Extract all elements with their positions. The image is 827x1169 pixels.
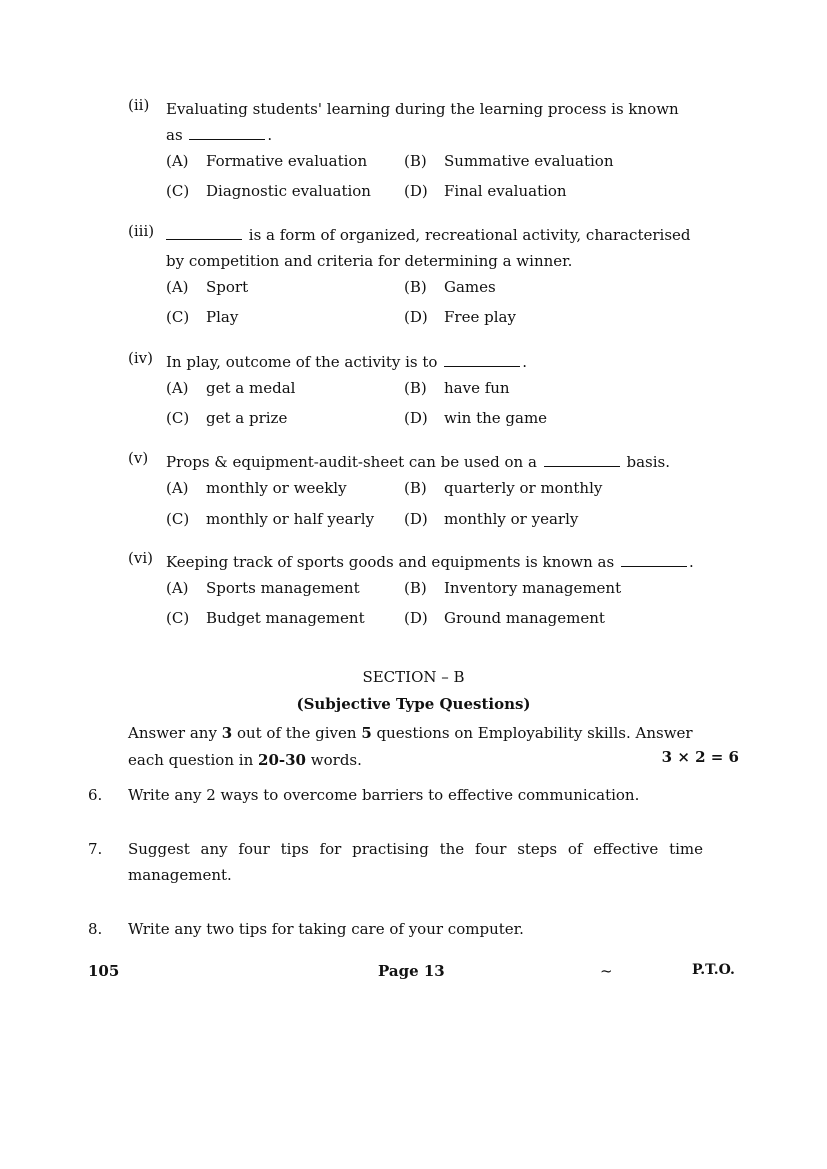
question-text: Write any two tips for taking care of your computer. — [128, 920, 524, 938]
instruction-count: 3 — [221, 724, 233, 742]
options — [166, 278, 708, 338]
option-text: Ground management — [444, 609, 605, 627]
instruction-word-limit: 20-30 — [258, 751, 306, 769]
option-c — [166, 609, 365, 627]
marks-allocation: 3 × 2 = 6 — [661, 748, 739, 766]
section-instructions — [128, 720, 740, 774]
instruction-text: Answer any — [128, 724, 217, 742]
option-b — [404, 579, 621, 597]
stem-line — [166, 549, 708, 575]
option-label: (C) — [166, 409, 190, 427]
instruction-text: out of the given — [236, 724, 357, 742]
option-text: Games — [444, 278, 496, 296]
question-6 — [88, 782, 703, 808]
option-text: have fun — [444, 379, 510, 397]
option-label: (A) — [166, 379, 189, 397]
option-text: win the game — [444, 409, 548, 427]
option-c — [166, 182, 371, 200]
instruction-line — [128, 720, 740, 747]
option-label: (C) — [166, 308, 190, 326]
instruction-line — [128, 747, 740, 774]
options — [166, 152, 708, 212]
stem-line — [166, 349, 708, 375]
question-stem — [166, 222, 708, 274]
question-ii — [128, 96, 708, 212]
question-8 — [88, 916, 703, 942]
question-number: 7. — [88, 840, 103, 858]
option-label: (C) — [166, 510, 190, 528]
options — [166, 579, 708, 639]
answer-blank — [444, 352, 520, 367]
option-text: Final evaluation — [444, 182, 567, 200]
option-c — [166, 510, 374, 528]
answer-blank — [544, 452, 620, 467]
pto-mark: P.T.O. — [692, 962, 735, 978]
question-number: (ii) — [128, 96, 150, 114]
options — [166, 379, 708, 439]
option-label: (D) — [404, 409, 428, 427]
option-text: Formative evaluation — [206, 152, 368, 170]
instruction-text: questions on Employability skills. Answer — [376, 724, 693, 742]
question-stem — [166, 549, 708, 575]
option-text: get a prize — [206, 409, 288, 427]
question-iii — [128, 222, 708, 338]
option-label: (D) — [404, 308, 428, 326]
option-text: monthly or half yearly — [206, 510, 375, 528]
stem-line — [166, 122, 708, 148]
instruction-text: words. — [310, 751, 362, 769]
option-text: quarterly or monthly — [444, 479, 603, 497]
question-iv — [128, 349, 708, 439]
instruction-total: 5 — [361, 724, 372, 742]
question-number: (iv) — [128, 349, 153, 367]
question-v — [128, 449, 708, 539]
stem-text: . — [267, 126, 273, 144]
stem-text: . — [688, 553, 694, 571]
option-label: (B) — [404, 479, 427, 497]
option-label: (B) — [404, 579, 427, 597]
option-label: (B) — [404, 152, 427, 170]
answer-blank — [621, 552, 687, 567]
stem-text: basis. — [626, 453, 670, 471]
section-title: SECTION – B — [362, 668, 465, 686]
stem-text: In play, outcome of the activity is to — [166, 353, 438, 371]
option-text: monthly or yearly — [444, 510, 579, 528]
section-subtitle: (Subjective Type Questions) — [296, 695, 531, 713]
option-text: Play — [206, 308, 239, 326]
question-number: (vi) — [128, 549, 153, 567]
option-label: (B) — [404, 379, 427, 397]
question-number: (iii) — [128, 222, 155, 240]
stem-text: Props & equipment-audit-sheet can be used on a — [166, 453, 537, 471]
option-text: Budget management — [206, 609, 365, 627]
question-number: 8. — [88, 920, 103, 938]
question-stem — [166, 449, 708, 475]
option-text: Sports management — [206, 579, 360, 597]
options — [166, 479, 708, 539]
option-b — [404, 278, 496, 296]
option-a — [166, 579, 360, 597]
option-b — [404, 152, 613, 170]
option-text: Sport — [206, 278, 249, 296]
option-d — [404, 609, 605, 627]
option-a — [166, 379, 295, 397]
option-label: (D) — [404, 510, 428, 528]
answer-blank — [166, 225, 242, 240]
stem-text: Keeping track of sports goods and equipments is known as — [166, 553, 615, 571]
option-d — [404, 409, 547, 427]
stem-text: as — [166, 126, 183, 144]
instruction-text: each question in — [128, 751, 254, 769]
option-d — [404, 182, 567, 200]
stem-text: is a form of organized, recreational activity, characterised — [248, 226, 691, 244]
question-text: Write any 2 ways to overcome barriers to effective communication. — [128, 786, 640, 804]
option-label: (A) — [166, 479, 189, 497]
question-stem — [166, 349, 708, 375]
question-number: 6. — [88, 786, 103, 804]
tilde-mark: ~ — [600, 962, 613, 980]
question-7 — [88, 836, 703, 888]
question-number: (v) — [128, 449, 149, 467]
option-a — [166, 152, 367, 170]
option-label: (B) — [404, 278, 427, 296]
stem-line: by competition and criteria for determining a winner. — [166, 252, 573, 270]
stem-line — [166, 449, 708, 475]
option-label: (A) — [166, 152, 189, 170]
option-label: (A) — [166, 579, 189, 597]
option-label: (D) — [404, 182, 428, 200]
option-text: Diagnostic evaluation — [206, 182, 371, 200]
option-text: monthly or weekly — [206, 479, 347, 497]
option-label: (C) — [166, 182, 190, 200]
option-a — [166, 278, 248, 296]
option-text: Free play — [444, 308, 516, 326]
option-c — [166, 308, 238, 326]
stem-line — [166, 222, 708, 248]
option-label: (D) — [404, 609, 428, 627]
option-text: Inventory management — [444, 579, 622, 597]
question-text: Suggest any four tips for practising the four steps of effective time management. — [128, 840, 703, 884]
answer-blank — [189, 125, 265, 140]
option-d — [404, 510, 578, 528]
option-text: Summative evaluation — [444, 152, 614, 170]
stem-text: . — [522, 353, 528, 371]
stem-line: Evaluating students' learning during the learning process is known — [166, 100, 679, 118]
question-vi — [128, 549, 708, 639]
option-c — [166, 409, 287, 427]
option-d — [404, 308, 516, 326]
option-b — [404, 479, 602, 497]
option-label: (C) — [166, 609, 190, 627]
option-b — [404, 379, 510, 397]
option-a — [166, 479, 347, 497]
question-stem — [166, 96, 708, 148]
paper-code: 105 — [88, 962, 120, 980]
option-label: (A) — [166, 278, 189, 296]
option-text: get a medal — [206, 379, 296, 397]
page-number: Page 13 — [378, 962, 445, 980]
